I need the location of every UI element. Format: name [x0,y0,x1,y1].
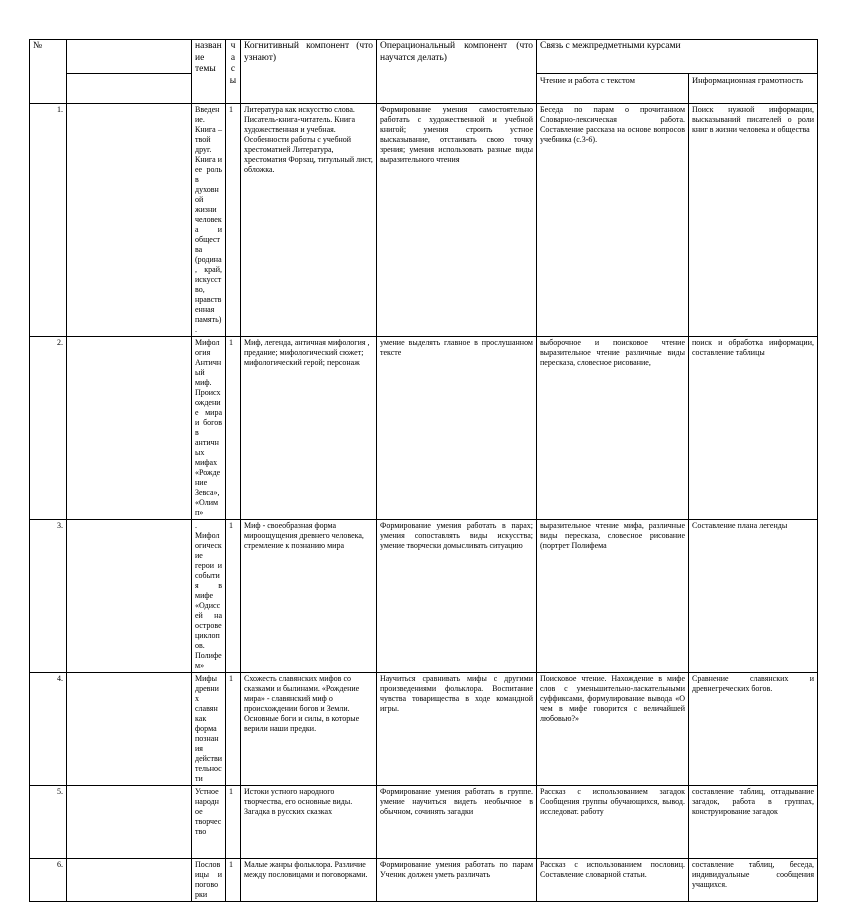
row-topic: Мифы древних славян как форма познания действительности [192,673,226,786]
row-blank [67,786,192,859]
row-cognitive: Схожесть славянских мифов со сказками и былинами. «Рождение мира» - славянский миф о происхождении богов и Земли. Основные боги и силы, в которые верили наши предки. [241,673,377,786]
row-info: Сравнение славянских и древнегреческих богов. [689,673,818,786]
row-cognitive: Малые жанры фольклора. Различие между пословицами и поговорками. [241,859,377,902]
row-num: 5. [30,786,67,859]
lesson-plan-table [29,39,818,902]
row-cognitive: Литература как искусство слова. Писатель-книга-читатель. Книга художественная и учебная. Особенности работы с учебной хрестоматией Литература, хрестоматия Форзац, титульный лист, обложка. [241,104,377,337]
row-hours: 1 [226,104,241,337]
row-reading: Рассказ с использованием загадок Сообщения группы обучающихся, вывод. исследоват. работу [537,786,689,859]
row-reading: Поисковое чтение. Нахождение в мифе слов с уменьшительно-ласкательными суффиксами, формулирование вывода «О чем в мифе говорится с величайшей любовью?» [537,673,689,786]
table-row [30,673,818,786]
row-num: 2. [30,337,67,520]
row-operational: Формирование умения работать в группе. умение научиться видеть необычное в обычном, сочинять загадки [377,786,537,859]
row-operational: Формирование умения работать в парах; умения сопоставлять виды искусства; умение творчески домысливать ситуацию [377,520,537,673]
table-row [30,859,818,902]
header-operational: Операциональный компонент (что научатся делать) [377,40,537,104]
header-cognitive: Когнитивный компонент (что узнают) [241,40,377,104]
row-reading: выборочное и поисковое чтение выразительное чтение различные виды пересказа, словесное рисование, [537,337,689,520]
row-hours: 1 [226,520,241,673]
row-blank [67,859,192,902]
row-reading: Рассказ с использованием пословиц. Составление словарной статьи. [537,859,689,902]
row-num: 1. [30,104,67,337]
row-info: Составление плана легенды [689,520,818,673]
row-cognitive: Миф, легенда, античная мифология , предание; мифологический сюжет; мифологический герой; персонаж [241,337,377,520]
row-hours: 1 [226,786,241,859]
row-hours: 1 [226,673,241,786]
row-topic: Пословицы и поговорки [192,859,226,902]
row-operational: умение выделять главное в прослушанном тексте [377,337,537,520]
row-cognitive: Миф - своеобразная форма мироощущения древнего человека, стремление к познанию мира [241,520,377,673]
row-info: составление таблиц, отгадывание загадок, работа в группах, конструирование загадок [689,786,818,859]
row-blank [67,104,192,337]
header-blank-2 [67,74,192,104]
row-num: 6. [30,859,67,902]
row-blank [67,337,192,520]
row-operational: Научиться сравнивать мифы с другими произведениями фольклора. Воспитание чувства товарищества в ходе командной игры. [377,673,537,786]
row-cognitive: Истоки устного народного творчества, его основные виды. Загадка в русских сказках [241,786,377,859]
row-info: поиск и обработка информации, составление таблицы [689,337,818,520]
row-topic: Мифология Античный миф. Происхождение мира и богов в античных мифах «Рождение Зевса», «Олимп» [192,337,226,520]
row-hours: 1 [226,337,241,520]
header-info: Информационная грамотность [689,74,818,104]
row-blank [67,520,192,673]
table-row [30,104,818,337]
row-num: 4. [30,673,67,786]
row-info: Поиск нужной информации, высказываний писателей о роли книг в жизни человека и общества [689,104,818,337]
header-row [30,40,818,74]
row-hours: 1 [226,859,241,902]
row-topic: Введение. Книга – твой друг. Книга и ее роль в духовной жизни человека и общества (родина, край, искусство, нравственная память). [192,104,226,337]
header-num: № [30,40,67,104]
row-topic: . Мифологические герои и события в мифе «Одиссей на острове циклопов. Полифем» [192,520,226,673]
row-info: составление таблиц, беседа, индивидуальные сообщения учащихся. [689,859,818,902]
row-topic: Устное народное творчество [192,786,226,859]
header-reading: Чтение и работа с текстом [537,74,689,104]
row-num: 3. [30,520,67,673]
row-reading: Беседа по парам о прочитанном Словарно-лексическая работа. Составление рассказа на основе вопросов учебника (с.3-6). [537,104,689,337]
header-topic: название темы [192,40,226,104]
row-operational: Формирование умения работать по парам Ученик должен уметь различать [377,859,537,902]
row-reading: выразительное чтение мифа, различные виды пересказа, словесное рисование (портрет Полифема [537,520,689,673]
header-intersubject: Связь с межпредметными курсами [537,40,818,74]
table-row [30,786,818,859]
row-blank [67,673,192,786]
header-hours: ч а с ы [226,40,241,104]
row-operational: Формирование умения самостоятельно работать с художественной и учебной книгой; умения строить устное высказывание, отстаивать свою точку зрения; умения использовать разные виды выразительного чтения [377,104,537,337]
header-blank [67,40,192,74]
table-row [30,337,818,520]
table-row [30,520,818,673]
